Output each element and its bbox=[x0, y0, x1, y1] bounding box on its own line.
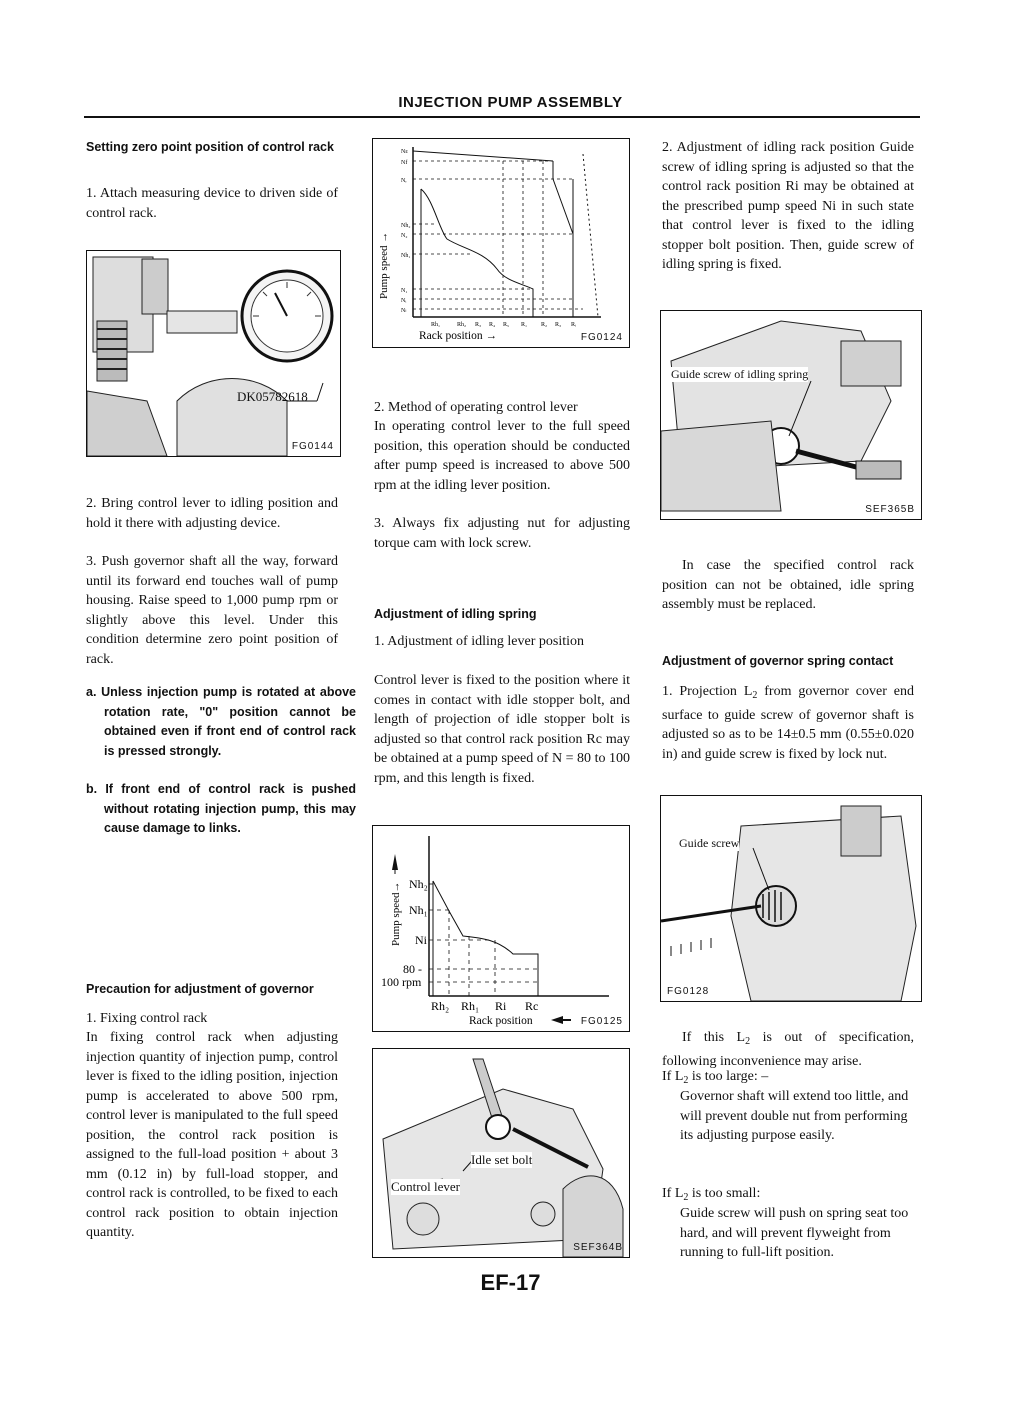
text-run: from governor cover end surface to guide screw of governor shaft is adjusted so as to be 14±0.5 mm (0.55±0.020 in) and guide screw is fixed by lock nut. bbox=[662, 684, 914, 762]
right-projection-text bbox=[662, 682, 914, 764]
left-step-3: 3. Push governor shaft all the way, forward until its forward end touches wall of pump housing. Raise speed to 1,000 pump rpm or slightly above this level. Under this condition determine zero point position of rack. bbox=[86, 554, 338, 667]
figure-id: FG0124 bbox=[580, 332, 623, 343]
text-run: If L bbox=[662, 1186, 684, 1201]
label-control-lever: Control lever bbox=[391, 1179, 460, 1194]
graph2-x-label: Rack position bbox=[469, 1015, 533, 1027]
note-a: a. Unless injection pump is rotated at above rotation rate, "0" position cannot be obtained even if front end of control rack is pressed strongly. bbox=[86, 685, 356, 758]
left-step-2: 2. Bring control lever to idling position and hold it there with adjusting device. bbox=[86, 496, 338, 531]
left-step-fixing: 1. Fixing control rack bbox=[86, 1011, 208, 1026]
right-replace-note: In case the specified control rack position can not be obtained, idle spring assembly must be replaced. bbox=[662, 558, 914, 612]
graph2-y-label: Pump speed→ bbox=[390, 881, 402, 946]
section-heading-zero-point: Setting zero point position of control rack bbox=[86, 140, 334, 154]
graph1-x-tick: Rᵢ bbox=[571, 322, 576, 328]
graph1-x-tick: Rh₁ bbox=[431, 322, 441, 328]
page-number: EF-17 bbox=[480, 1270, 541, 1295]
figure-id: SEF365B bbox=[865, 504, 915, 515]
graph2-y-value: Nh₁ bbox=[409, 903, 428, 917]
figure-governor-graph-2 bbox=[372, 825, 630, 1032]
graph2-y-value: Nh₂ bbox=[409, 877, 428, 891]
graph2-x-value: Rh₂ bbox=[431, 999, 450, 1013]
graph1-x-tick: R₅ bbox=[503, 322, 510, 328]
text-run: is too small: bbox=[688, 1186, 761, 1201]
text-run: 1. Projection L bbox=[662, 684, 753, 699]
graph1-x-tick: R₁ bbox=[521, 322, 528, 328]
figure-id: FG0144 bbox=[291, 441, 334, 452]
graph1-x-tick: Rh₂ bbox=[457, 322, 467, 328]
subscript: 2 bbox=[683, 1075, 689, 1086]
idling-spring-illustration bbox=[661, 311, 921, 519]
subscript: 2 bbox=[683, 1192, 689, 1203]
idling-characteristic-graph bbox=[373, 826, 629, 1031]
figure-callout-part-number: DK05782618 bbox=[237, 389, 308, 404]
governor-guide-screw-illustration bbox=[661, 796, 921, 1001]
middle-step-3: 3. Always fix adjusting nut for adjusting torque cam with lock screw. bbox=[374, 516, 630, 551]
dial-gauge-illustration bbox=[87, 251, 340, 456]
figure-idle-set-bolt bbox=[372, 1048, 630, 1258]
label-guide-screw-idling: Guide screw of idling spring bbox=[671, 367, 809, 381]
graph1-y-tick: Nf bbox=[401, 160, 408, 166]
graph1-x-tick: R₃ bbox=[475, 322, 482, 328]
label-guide-screw: Guide screw bbox=[679, 836, 740, 850]
graph2-x-value: Ri bbox=[495, 999, 507, 1013]
graph1-y-tick: Nh₁ bbox=[401, 253, 411, 259]
text-run: is out of specification, following inconvenience may arise. bbox=[662, 1030, 914, 1069]
label-idle-set-bolt: Idle set bolt bbox=[471, 1152, 533, 1167]
graph1-x-tick: R₃ bbox=[555, 322, 562, 328]
graph1-y-tick: N₁ bbox=[401, 288, 408, 294]
graph1-x-label: Rack position → bbox=[419, 330, 497, 342]
right-step-2: 2. Adjustment of idling rack position Guide screw of idling spring is adjusted so that the control rack position Ri may be obtained at the prescribed pump speed Ni in such state that control lever is fixed to the idling stopper bolt position. Then, guide screw of idling spring is fixed. bbox=[662, 140, 914, 272]
text-run: is too large: – bbox=[688, 1069, 769, 1084]
section-heading-precaution: Precaution for adjustment of governor bbox=[86, 982, 314, 996]
figure-governor-graph-1 bbox=[372, 138, 630, 348]
graph2-y-value: Ni bbox=[415, 933, 427, 947]
text-run: If this L bbox=[682, 1030, 746, 1045]
figure-guide-screw-governor bbox=[660, 795, 922, 1002]
graph1-y-tick: Nε bbox=[401, 149, 408, 155]
graph1-y-tick: Nh₂ bbox=[401, 223, 411, 229]
left-fixing-text: In fixing control rack when adjusting injection quantity of injection pump, control lever is fixed to the idling position, injection pump is accelerated to above 500 rpm, control lever is manipulated to the full speed position, the control rack position is assigned to the full-load position + about 3 mm (0.12 in) by full-load stopper, and control rack is controlled, to be fixed to each control rack position to obtain injection quantity. bbox=[86, 1030, 338, 1240]
subscript: 2 bbox=[745, 1036, 751, 1047]
graph2-x-value: Rc bbox=[525, 999, 539, 1013]
header-rule bbox=[84, 116, 920, 118]
middle-idling-step-1: 1. Adjustment of idling lever position bbox=[374, 634, 584, 649]
figure-id: FG0128 bbox=[667, 986, 710, 997]
graph2-y-value: 80 - bbox=[403, 962, 422, 976]
figure-measuring-device bbox=[86, 250, 341, 457]
graph1-y-tick: Nₗ bbox=[401, 308, 407, 314]
note-b: b. If front end of control rack is pushed without rotating injection pump, this may cause damage to links. bbox=[86, 782, 356, 835]
graph1-y-tick: N₂ bbox=[401, 233, 408, 239]
graph1-x-tick: R₄ bbox=[489, 322, 496, 328]
text-run: If L bbox=[662, 1069, 684, 1084]
figure-guide-screw-idling bbox=[660, 310, 922, 520]
right-spec-note bbox=[662, 1028, 914, 1071]
graph1-y-label: Pump speed → bbox=[378, 231, 390, 299]
section-heading-governor-spring: Adjustment of governor spring contact bbox=[662, 654, 894, 668]
middle-idling-text: Control lever is fixed to the position where it comes in contact with idle stopper bolt, and length of projection of idle stopper bolt is adjusted so that control rack position Rc may be obtained at a pump speed of N = 80 to 100 rpm, and this length is fixed. bbox=[374, 673, 630, 786]
right-if-small-text: Guide screw will push on spring seat too hard, and will prevent flyweight from running to full-lift position. bbox=[680, 1206, 909, 1260]
middle-step-2: 2. Method of operating control lever bbox=[374, 400, 578, 415]
page-header: INJECTION PUMP ASSEMBLY bbox=[398, 94, 623, 111]
graph1-x-tick: R₂ bbox=[541, 322, 548, 328]
figure-id: SEF364B bbox=[573, 1242, 623, 1253]
section-heading-idling-spring: Adjustment of idling spring bbox=[374, 607, 537, 621]
governor-characteristic-graph bbox=[373, 139, 629, 347]
graph1-y-tick: Nᵢ bbox=[401, 298, 407, 304]
subscript: 2 bbox=[752, 690, 758, 701]
graph2-x-value: Rh₁ bbox=[461, 999, 480, 1013]
graph1-y-tick: Nᵣ bbox=[401, 178, 407, 184]
left-step-1: 1. Attach measuring device to driven side of control rack. bbox=[86, 186, 338, 221]
graph2-y-value: 100 rpm bbox=[381, 975, 422, 989]
right-if-large-text: Governor shaft will extend too little, and will prevent double nut from performing its adjusting purpose easily. bbox=[680, 1089, 909, 1143]
middle-step-2-text: In operating control lever to the full speed position, this operation should be conducted after pump speed is increased to above 500 rpm at the idling lever position. bbox=[374, 419, 630, 493]
figure-id: FG0125 bbox=[580, 1016, 623, 1027]
